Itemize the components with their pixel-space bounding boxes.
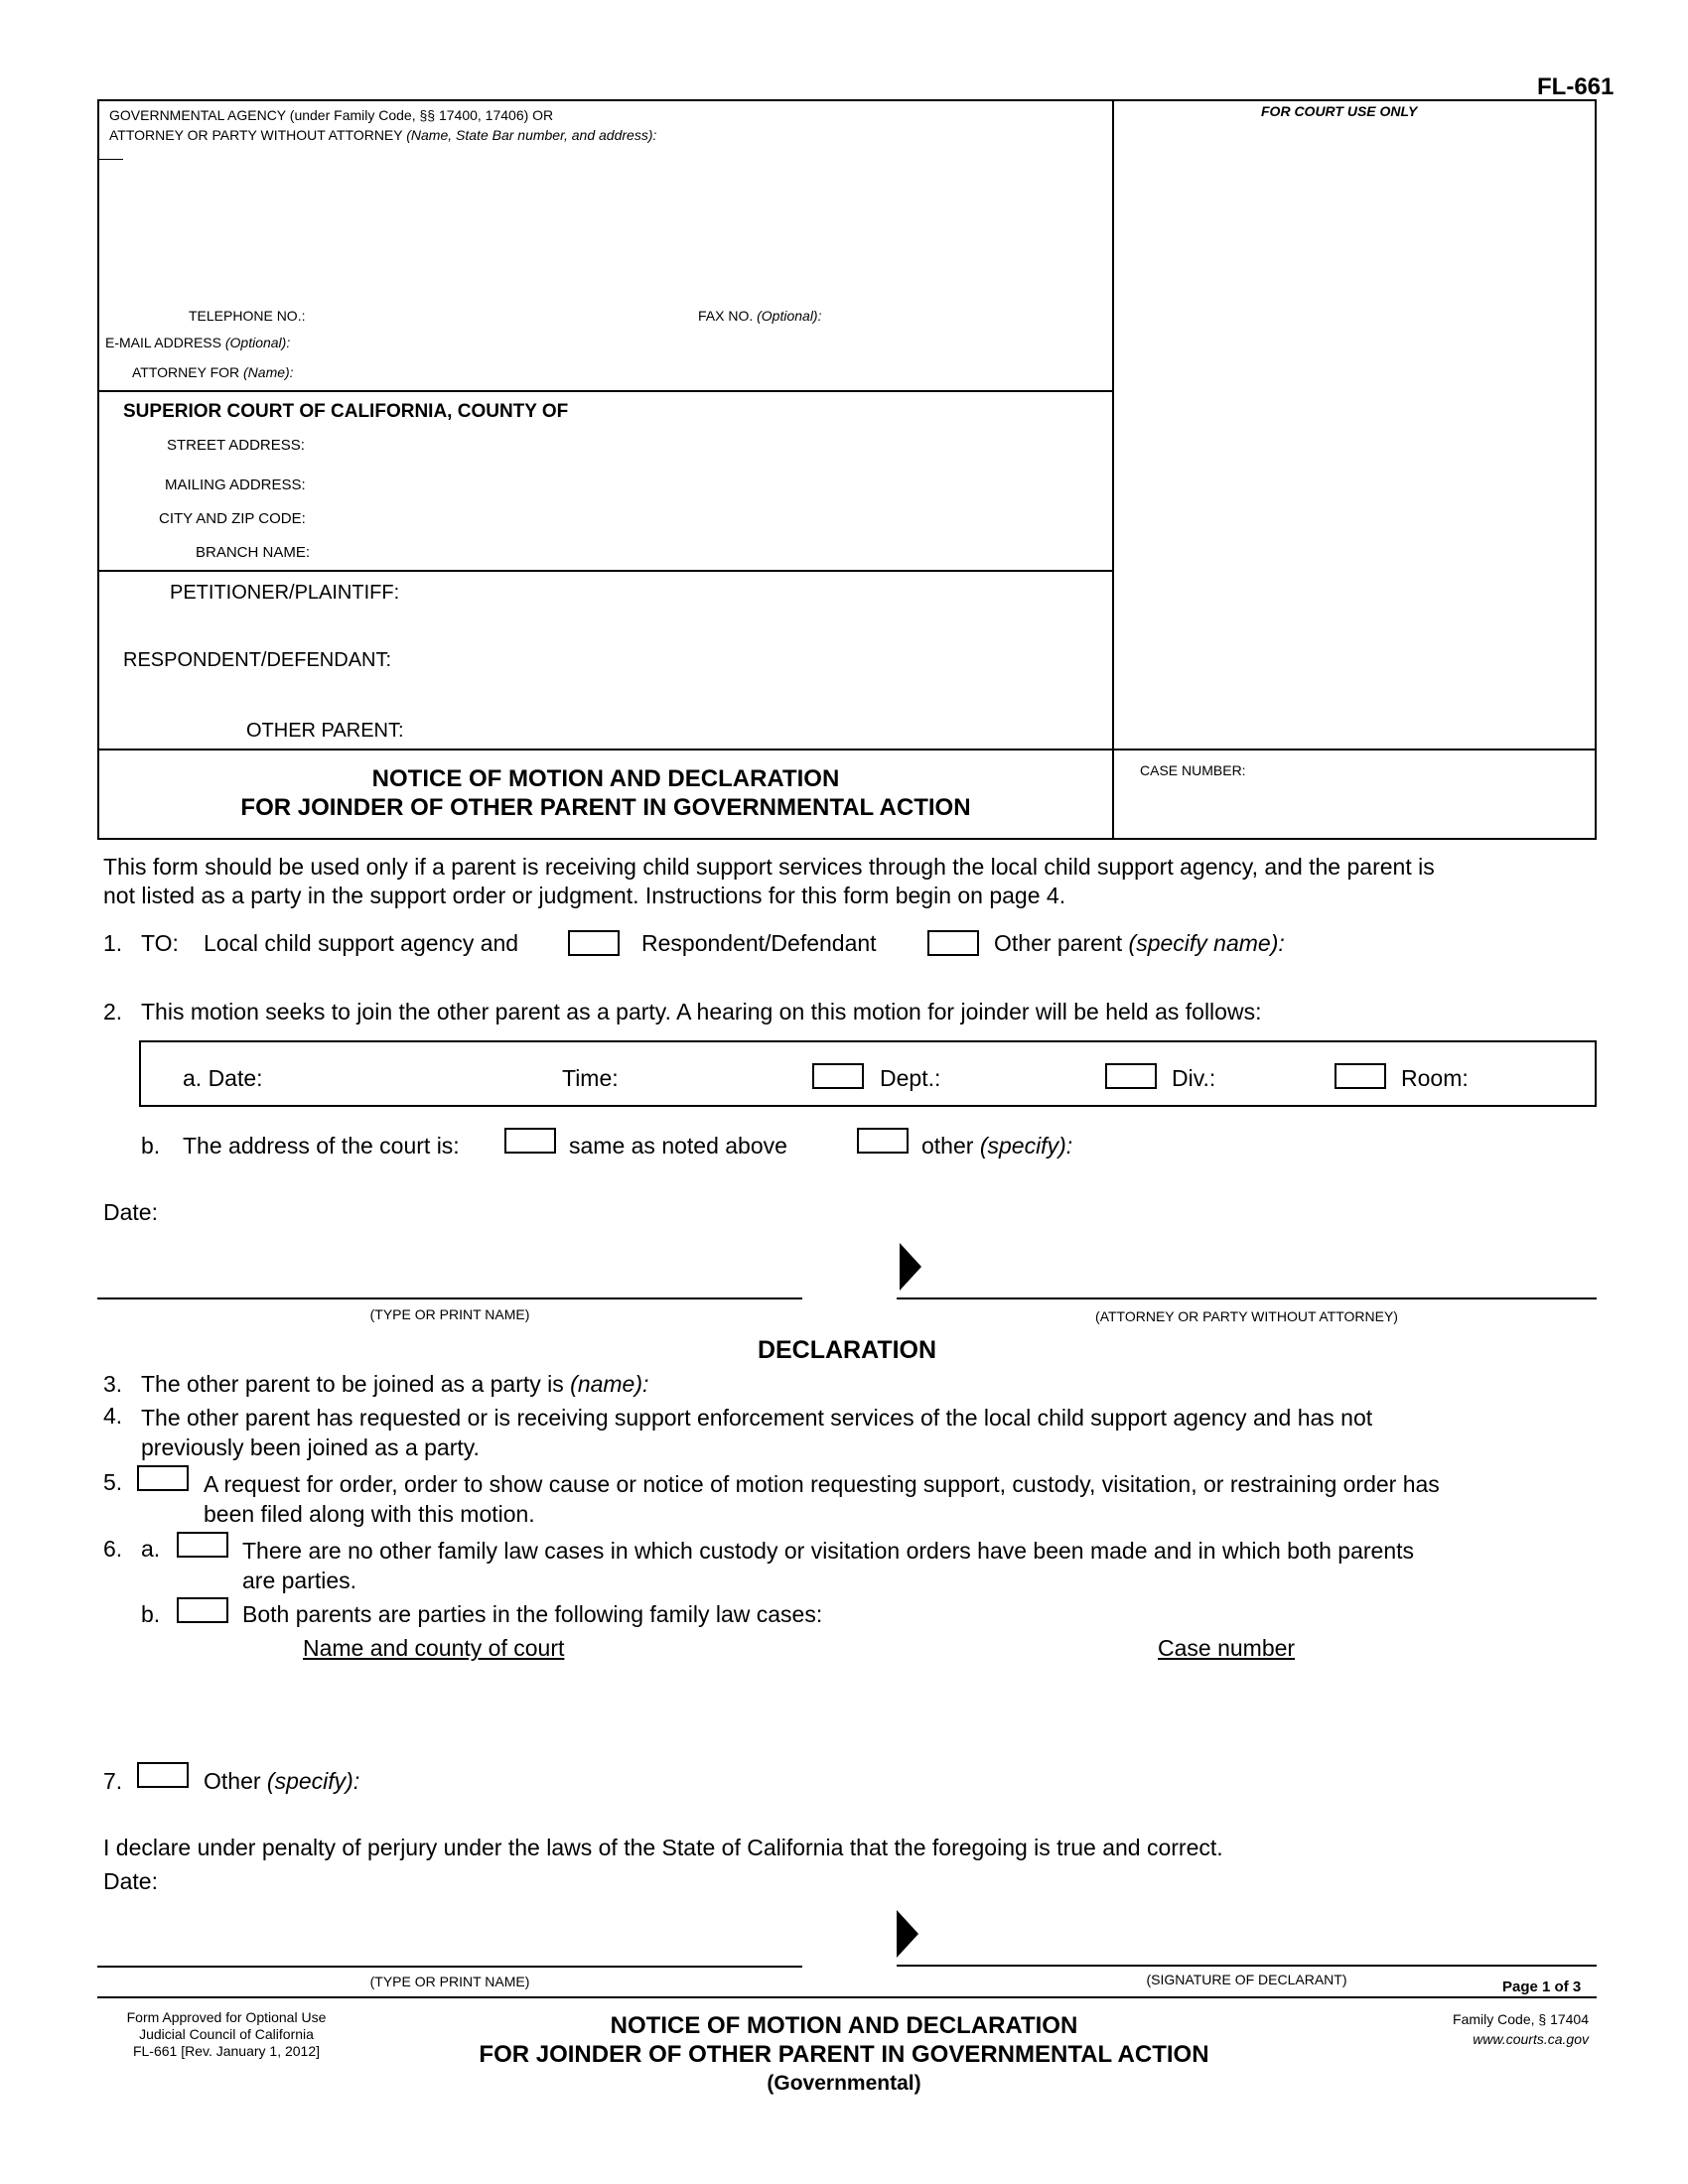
item2b-other: other (specify):	[921, 1133, 1073, 1159]
item3-number: 3.	[103, 1371, 123, 1397]
notice-date-field[interactable]	[169, 1195, 566, 1223]
petitioner-field[interactable]	[437, 580, 1102, 606]
street-address-field[interactable]	[338, 433, 1102, 457]
hearing-div-label: Div.:	[1172, 1065, 1216, 1091]
item6-number: 6.	[103, 1536, 123, 1562]
footer-title: NOTICE OF MOTION AND DECLARATION FOR JOINDER OF OTHER PARENT IN GOVERNMENTAL ACTION (Governmental)	[479, 2012, 1209, 2095]
cases-number-column-header: Case number	[1158, 1635, 1296, 1661]
email-label: E-MAIL ADDRESS (Optional):	[105, 335, 291, 350]
case-number-label: CASE NUMBER:	[1140, 762, 1246, 778]
declaration-heading: DECLARATION	[757, 1336, 937, 1364]
item1-number: 1.	[103, 930, 123, 956]
item7-number: 7.	[103, 1768, 123, 1794]
declarant-signature-line	[897, 1965, 1597, 1967]
city-zip-label: CITY AND ZIP CODE:	[159, 510, 306, 527]
notice-signature-field[interactable]	[933, 1253, 1589, 1295]
case-number-field[interactable]	[1132, 789, 1589, 829]
item6b-label: b.	[141, 1601, 161, 1627]
declarant-signature-caption: (SIGNATURE OF DECLARANT)	[1146, 1972, 1347, 1987]
notice-name-field[interactable]	[99, 1261, 799, 1295]
form-id: FL-661	[1537, 73, 1615, 100]
attorney-for-field[interactable]	[338, 359, 1102, 383]
item6a-label: a.	[141, 1536, 161, 1562]
hearing-dept-label: Dept.:	[880, 1065, 941, 1091]
item4-number: 4.	[103, 1403, 123, 1429]
courts-website-link[interactable]: www.courts.ca.gov	[1473, 2031, 1589, 2047]
hearing-dept-field[interactable]	[958, 1060, 1097, 1090]
same-as-above-checkbox[interactable]	[504, 1128, 556, 1154]
page-number: Page 1 of 3	[1502, 1979, 1582, 1995]
attorney-label: ATTORNEY OR PARTY WITHOUT ATTORNEY (Name, State Bar number, and address):	[109, 127, 657, 143]
declaration-date-label: Date:	[103, 1868, 158, 1894]
intro-text: This form should be used only if a parent is receiving child support services through the local child support agency, and the parent is not listed as a party in the support order or judgment. Instructions for this form begin on page 4.	[103, 854, 1435, 908]
item2b-text: The address of the court is:	[183, 1133, 460, 1159]
respondent-checkbox[interactable]	[568, 930, 620, 956]
other-parent-field[interactable]	[437, 718, 1102, 744]
telephone-field[interactable]	[338, 304, 685, 328]
other-parent-name-field[interactable]	[705, 1367, 1589, 1395]
fax-label: FAX NO. (Optional):	[698, 308, 822, 324]
form-approval: Form Approved for Optional Use Judicial Council of California FL-661 [Rev. January 1, 2012]	[126, 2009, 327, 2059]
fax-field[interactable]	[854, 304, 1102, 328]
signature-arrow-icon	[900, 1243, 921, 1291]
dept-checkbox[interactable]	[812, 1063, 864, 1089]
item2b-same: same as noted above	[569, 1133, 787, 1159]
branch-name-label: BRANCH NAME:	[196, 544, 311, 561]
item6b-text: Both parents are parties in the following family law cases:	[242, 1601, 823, 1627]
email-field[interactable]	[338, 331, 1102, 354]
cases-number-field[interactable]	[1152, 1672, 1589, 1771]
item7-text: Other (specify):	[204, 1768, 360, 1794]
hearing-date-label: a. Date:	[183, 1065, 263, 1091]
court-use-only-label: FOR COURT USE ONLY	[1261, 103, 1418, 119]
notice-name-caption: (TYPE OR PRINT NAME)	[369, 1306, 530, 1322]
item5-text: A request for order, order to show cause or notice of motion requesting support, custody, visitation, or restraining order has been filed along with this motion.	[204, 1471, 1440, 1527]
footer-citation: Family Code, § 17404 www.courts.ca.gov	[1390, 2009, 1589, 2049]
declarant-name-field[interactable]	[99, 1928, 799, 1962]
item5-number: 5.	[103, 1469, 123, 1495]
hearing-time-label: Time:	[562, 1065, 619, 1091]
item2-number: 2.	[103, 999, 123, 1024]
branch-name-field[interactable]	[338, 540, 1102, 564]
telephone-label: TELEPHONE NO.:	[189, 308, 306, 324]
attorney-name-address-field[interactable]	[109, 169, 1102, 308]
agency-label: GOVERNMENTAL AGENCY (under Family Code, §§ 17400, 17406) OR	[109, 107, 554, 123]
hearing-date-field[interactable]	[288, 1060, 546, 1090]
hearing-div-field[interactable]	[1236, 1060, 1331, 1090]
declarant-name-line	[97, 1966, 802, 1968]
div-checkbox[interactable]	[1105, 1063, 1157, 1089]
caption-divider	[1112, 99, 1114, 840]
other-parent-label: OTHER PARENT:	[246, 720, 404, 742]
perjury-statement: I declare under penalty of perjury under the laws of the State of California that the foregoing is true and correct.	[103, 1835, 1223, 1860]
item6b-checkbox[interactable]	[177, 1597, 228, 1623]
item1-other-parent: Other parent (specify name):	[994, 930, 1285, 956]
item7-checkbox[interactable]	[137, 1762, 189, 1788]
county-field[interactable]	[655, 399, 1102, 425]
item1-agency: Local child support agency and	[204, 930, 519, 956]
petitioner-label: PETITIONER/PLAINTIFF:	[170, 582, 400, 604]
notice-signature-line	[897, 1297, 1597, 1299]
footer-rule	[97, 1996, 1597, 1998]
declaration-date-field[interactable]	[169, 1864, 566, 1892]
item5-checkbox[interactable]	[137, 1465, 189, 1491]
respondent-field[interactable]	[437, 647, 1102, 673]
item4-text: The other parent has requested or is receiving support enforcement services of the local child support agency and has not previously been joined as a party.	[141, 1405, 1373, 1460]
cases-name-field[interactable]	[298, 1672, 1112, 1771]
court-title: SUPERIOR COURT OF CALIFORNIA, COUNTY OF	[123, 401, 569, 422]
item1-to: TO:	[141, 930, 179, 956]
room-checkbox[interactable]	[1335, 1063, 1386, 1089]
declarant-name-caption: (TYPE OR PRINT NAME)	[369, 1974, 530, 1989]
attorney-for-label: ATTORNEY FOR (Name):	[132, 364, 294, 380]
hearing-time-field[interactable]	[635, 1060, 804, 1090]
notice-date-label: Date:	[103, 1199, 158, 1225]
mailing-address-field[interactable]	[338, 473, 1102, 496]
other-parent-checkbox[interactable]	[927, 930, 979, 956]
street-address-label: STREET ADDRESS:	[167, 437, 305, 454]
item6a-text: There are no other family law cases in which custody or visitation orders have been made and in which both parents are parties.	[242, 1538, 1415, 1593]
mailing-address-label: MAILING ADDRESS:	[165, 477, 306, 493]
respondent-label: RESPONDENT/DEFENDANT:	[123, 649, 392, 671]
city-zip-field[interactable]	[338, 506, 1102, 530]
item3-text: The other parent to be joined as a party is (name):	[141, 1371, 649, 1397]
item2-text: This motion seeks to join the other parent as a party. A hearing on this motion for joinder will be held as follows:	[141, 999, 1262, 1024]
hearing-room-field[interactable]	[1479, 1060, 1589, 1090]
signature-arrow-icon	[897, 1910, 918, 1958]
notice-signature-caption: (ATTORNEY OR PARTY WITHOUT ATTORNEY)	[1095, 1308, 1398, 1324]
other-address-checkbox[interactable]	[857, 1128, 909, 1154]
cases-name-column-header: Name and county of court	[303, 1635, 565, 1661]
item1-respondent: Respondent/Defendant	[641, 930, 877, 956]
hearing-room-label: Room:	[1401, 1065, 1469, 1091]
item2b-label: b.	[141, 1133, 161, 1159]
form-title: NOTICE OF MOTION AND DECLARATION FOR JOINDER OF OTHER PARENT IN GOVERNMENTAL ACTION	[240, 765, 971, 821]
notice-name-line	[97, 1297, 802, 1299]
item7-specify-field[interactable]	[377, 1764, 1589, 1824]
declarant-signature-field[interactable]	[933, 1920, 1589, 1962]
item6a-checkbox[interactable]	[177, 1532, 228, 1558]
